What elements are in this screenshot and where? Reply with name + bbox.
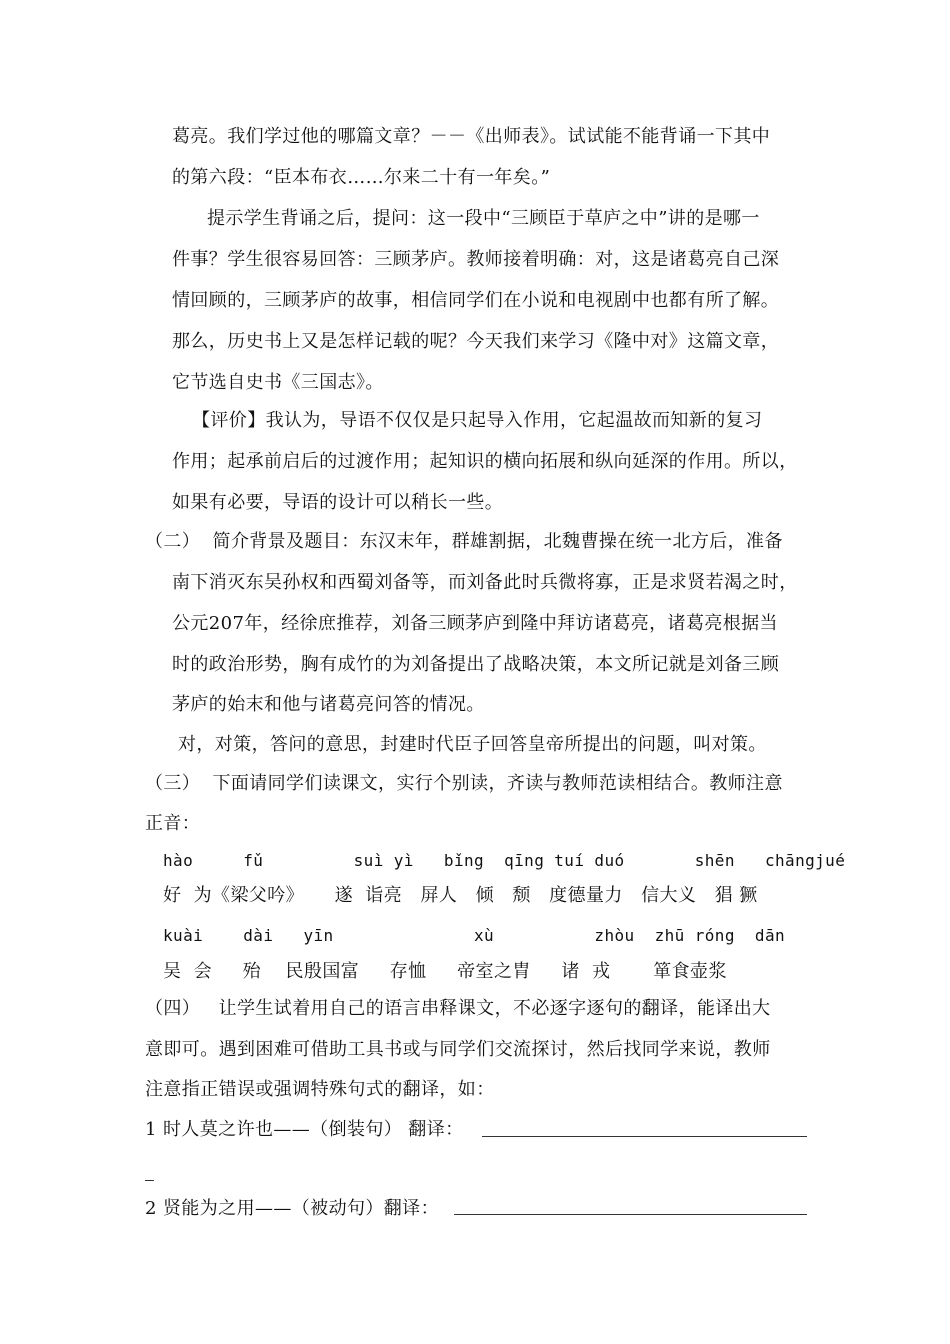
translation-item-1-blank-tail	[145, 1180, 154, 1181]
translation-item-2-blank[interactable]	[454, 1214, 807, 1215]
section-two-line-5: 茅庐的始末和他与诸葛亮问答的情况。	[172, 694, 485, 715]
translation-item-1-label: 1 时人莫之许也——（倒装句） 翻译：	[145, 1119, 464, 1140]
section-four-line-1: （四） 让学生试着用自己的语言串释课文，不必逐字逐句的翻译，能译出大	[145, 998, 771, 1019]
section-three-line-2: 正音：	[145, 813, 201, 834]
evaluation-line-1: 【评价】我认为，导语不仅仅是只起导入作用，它起温故而知新的复习	[192, 410, 763, 431]
question-line-4: 那么，历史书上又是怎样记载的呢？今天我们来学习《隆中对》这篇文章，	[172, 331, 780, 352]
intro-line-1: 葛亮。我们学过他的哪篇文章？－－《出师表》。试试能不能背诵一下其中	[172, 126, 771, 147]
translation-item-1-blank[interactable]	[482, 1136, 807, 1137]
section-four-line-3: 注意指正错误或强调特殊句式的翻译，如：	[145, 1079, 495, 1100]
evaluation-line-3: 如果有必要，导语的设计可以稍长一些。	[172, 492, 504, 513]
section-three-line-1: （三） 下面请同学们读课文，实行个别读，齐读与教师范读相结合。教师注意	[145, 773, 783, 794]
section-two-line-3: 公元207年，经徐庶推荐，刘备三顾茅庐到隆中拜访诸葛亮，诸葛亮根据当	[172, 613, 778, 634]
question-line-5: 它节选自史书《三国志》。	[172, 372, 384, 393]
question-line-2: 件事？学生很容易回答：三顾茅庐。教师接着明确：对，这是诸葛亮自己深	[172, 249, 780, 270]
section-two-line-6: 对，对策，答问的意思，封建时代臣子回答皇帝所提出的问题，叫对策。	[178, 734, 767, 755]
section-four-line-2: 意即可。遇到困难可借助工具书或与同学们交流探讨，然后找同学来说，教师	[145, 1039, 771, 1060]
characters-row-1: 好 为《梁父吟》 遂 诣亮 屏人 倾 颓 度德量力 信大义 猖 獗	[163, 885, 758, 906]
pinyin-row-2: kuài dài yīn xù zhòu zhū róng dān	[163, 926, 786, 945]
intro-line-2: 的第六段：“臣本布衣……尔来二十有一年矣。”	[172, 167, 551, 188]
section-two-line-4: 时的政治形势，胸有成竹的为刘备提出了战略决策，本文所记就是刘备三顾	[172, 654, 780, 675]
section-two-line-2: 南下消灭东吴孙权和西蜀刘备等，而刘备此时兵微将寡，正是求贤若渴之时，	[172, 572, 798, 593]
translation-item-2-label: 2 贤能为之用——（被动句）翻译：	[145, 1198, 439, 1219]
section-two-line-1: （二） 简介背景及题目：东汉末年，群雄割据，北魏曹操在统一北方后，准备	[145, 531, 783, 552]
question-line-3: 情回顾的，三顾茅庐的故事，相信同学们在小说和电视剧中也都有所了解。	[172, 290, 780, 311]
evaluation-line-2: 作用；起承前启后的过渡作用；起知识的横向拓展和纵向延深的作用。所以，	[172, 451, 798, 472]
pinyin-row-1: hào fǔ suì yì bǐng qīng tuí duó shēn chāngjué	[163, 851, 846, 870]
characters-row-2: 吴 会 殆 民殷国富 存恤 帝室之胄 诸 戎 箪食壶浆	[163, 961, 727, 982]
question-line-1: 提示学生背诵之后，提问：这一段中“三顾臣于草庐之中”讲的是哪一	[207, 208, 760, 229]
